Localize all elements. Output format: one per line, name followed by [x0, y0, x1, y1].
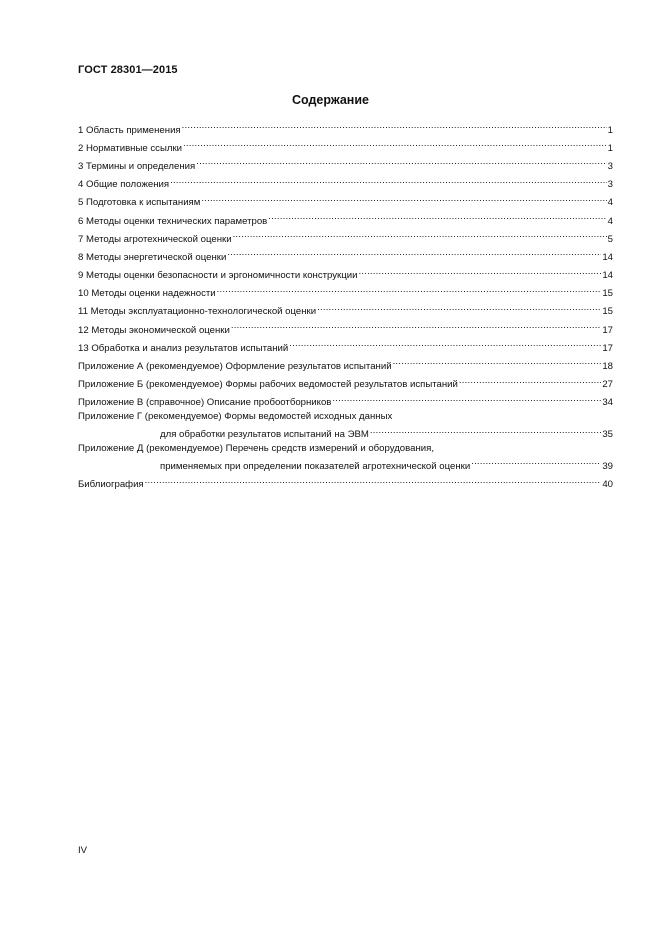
leader-dots — [393, 355, 602, 369]
leader-dots — [370, 424, 601, 438]
leader-dots — [182, 119, 607, 133]
toc-entry-page: 15 — [602, 288, 613, 300]
leader-dots — [233, 228, 607, 242]
toc-entry-13[interactable] — [78, 337, 613, 355]
toc-entry-3[interactable] — [78, 155, 613, 173]
toc-entry-page: 15 — [602, 306, 613, 318]
toc-entry-page: 4 — [607, 215, 613, 227]
toc-entry-label: Приложение А (рекомендуемое) Оформление результатов испытаний — [78, 361, 392, 373]
toc-entry-label: Приложение Д (рекомендуемое) Перечень средств измерений и оборудования, — [78, 442, 434, 454]
toc-entry-label: 8 Методы энергетической оценки — [78, 251, 227, 263]
toc-entry-page: 27 — [602, 379, 613, 391]
toc-entry-label: 1 Область применения — [78, 124, 181, 136]
toc-entry-7[interactable] — [78, 228, 613, 246]
leader-dots — [183, 137, 607, 151]
toc-entry-appendix-a[interactable] — [78, 355, 613, 373]
toc-entry-5[interactable] — [78, 192, 613, 210]
toc-entry-label-continued: для обработки результатов испытаний на ЭВМ — [160, 429, 369, 441]
toc-entry-label-continued: применяемых при определении показателей агротехнической оценки — [160, 460, 471, 472]
page-number: IV — [78, 845, 88, 856]
toc-entry-page: 1 — [607, 124, 613, 136]
toc-entry-8[interactable] — [78, 246, 613, 264]
table-of-contents — [78, 119, 613, 492]
toc-entry-bibliography[interactable] — [78, 474, 613, 492]
toc-entry-11[interactable] — [78, 301, 613, 319]
leader-dots — [268, 210, 606, 224]
toc-entry-label: 10 Методы оценки надежности — [78, 288, 216, 300]
toc-entry-label: 12 Методы экономической оценки — [78, 324, 230, 336]
leader-dots — [332, 392, 601, 406]
leader-dots — [358, 265, 601, 279]
toc-entry-label: 13 Обработка и анализ результатов испытаний — [78, 342, 289, 354]
leader-dots — [145, 474, 602, 488]
toc-entry-page: 4 — [607, 197, 613, 209]
toc-title: Содержание — [291, 93, 369, 107]
document-header: ГОСТ 28301—2015 — [78, 64, 178, 76]
leader-dots — [227, 246, 601, 260]
leader-dots — [317, 301, 601, 315]
toc-entry-page: 3 — [607, 160, 613, 172]
toc-entry-label: 4 Общие положения — [78, 179, 170, 191]
toc-entry-12[interactable] — [78, 319, 613, 337]
toc-entry-page: 17 — [602, 342, 613, 354]
toc-entry-2[interactable] — [78, 137, 613, 155]
toc-entry-page: 3 — [607, 179, 613, 191]
toc-entry-label: 7 Методы агротехнической оценки — [78, 233, 232, 245]
toc-entry-page: 34 — [602, 397, 613, 409]
toc-entry-page: 1 — [607, 142, 613, 154]
toc-entry-appendix-b[interactable] — [78, 374, 613, 392]
toc-entry-appendix-g[interactable] — [78, 410, 613, 442]
toc-entry-page: 5 — [607, 233, 613, 245]
leader-dots — [196, 155, 606, 169]
toc-entry-4[interactable] — [78, 174, 613, 192]
toc-entry-9[interactable] — [78, 265, 613, 283]
toc-entry-page: 14 — [602, 251, 613, 263]
leader-dots — [289, 337, 601, 351]
toc-entry-6[interactable] — [78, 210, 613, 228]
toc-entry-label: Библиография — [78, 479, 144, 491]
leader-dots — [170, 174, 607, 188]
toc-entry-page: 35 — [602, 429, 613, 441]
toc-entry-label: Приложение Г (рекомендуемое) Формы ведомостей исходных данных — [78, 411, 393, 422]
toc-entry-1[interactable] — [78, 119, 613, 137]
toc-entry-appendix-v[interactable] — [78, 392, 613, 410]
toc-entry-label: 6 Методы оценки технических параметров — [78, 215, 268, 227]
toc-entry-label: 3 Термины и определения — [78, 160, 196, 172]
leader-dots — [201, 192, 606, 206]
leader-dots — [231, 319, 601, 333]
toc-entry-page: 17 — [602, 324, 613, 336]
toc-entry-label: 5 Подготовка к испытаниям — [78, 197, 201, 209]
toc-entry-label: 2 Нормативные ссылки — [78, 142, 183, 154]
leader-dots — [459, 374, 601, 388]
toc-entry-page: 18 — [602, 361, 613, 373]
leader-dots — [471, 455, 601, 469]
toc-entry-label: 11 Методы эксплуатационно-технологической оценки — [78, 306, 317, 318]
toc-entry-appendix-d[interactable] — [78, 442, 613, 474]
toc-entry-label: 9 Методы оценки безопасности и эргономичности конструкции — [78, 270, 358, 282]
leader-dots — [217, 283, 602, 297]
toc-entry-10[interactable] — [78, 283, 613, 301]
toc-entry-page: 14 — [602, 270, 613, 282]
toc-entry-label: Приложение Б (рекомендуемое) Формы рабочих ведомостей результатов испытаний — [78, 379, 458, 391]
toc-entry-label: Приложение В (справочное) Описание пробоотборников — [78, 397, 332, 409]
toc-entry-page: 40 — [602, 479, 613, 491]
toc-entry-page: 39 — [602, 460, 613, 472]
